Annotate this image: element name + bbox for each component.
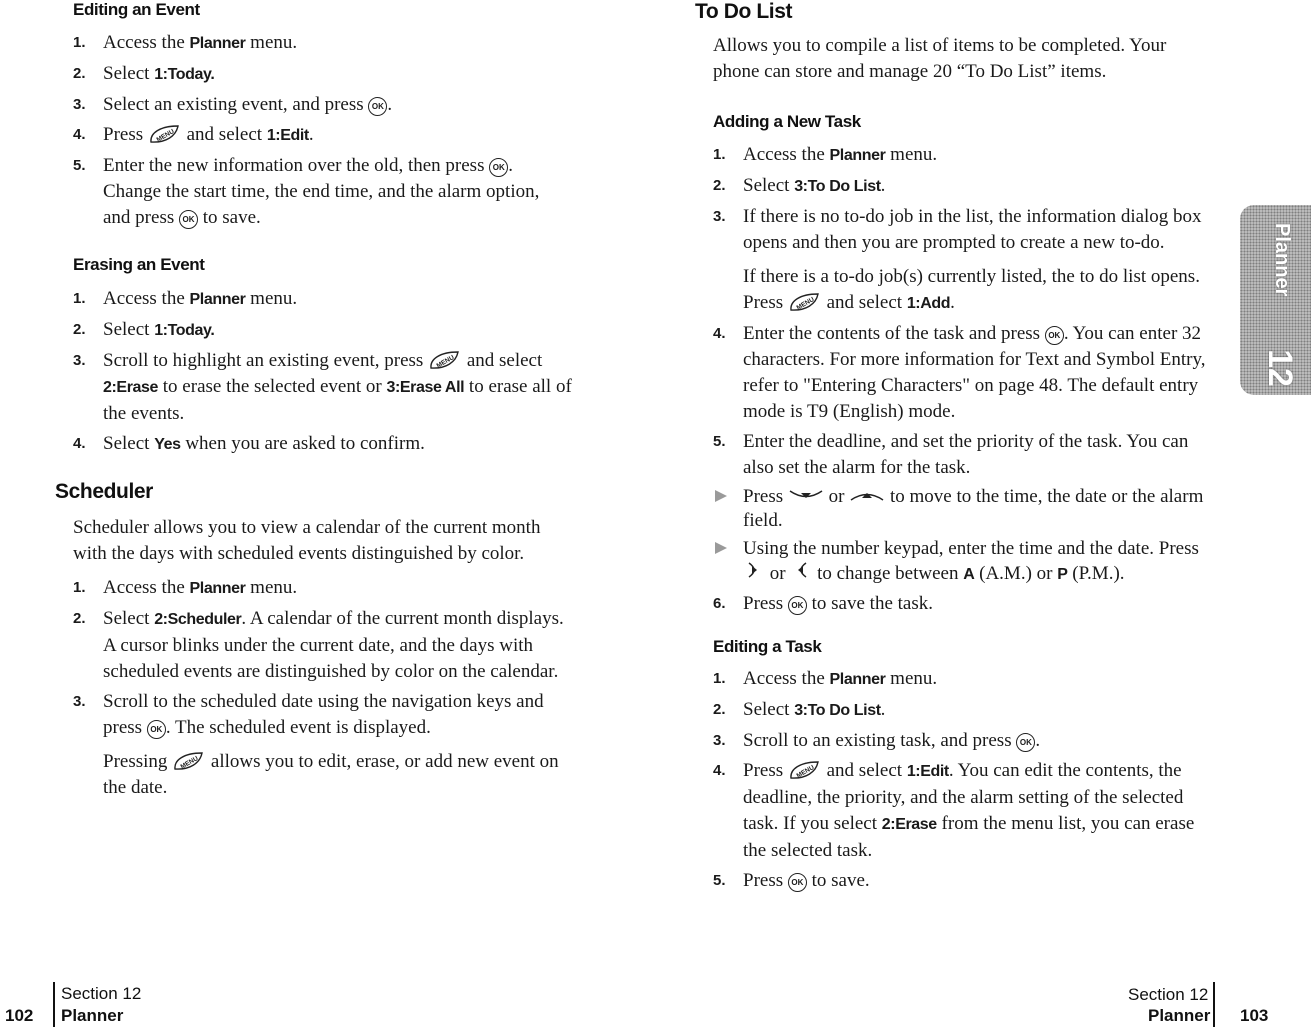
scheduler-intro: Scheduler allows you to view a calendar of the current month with the days with scheduled events distinguished by color. bbox=[73, 517, 541, 564]
list-item: 1. Access the Planner menu. bbox=[73, 32, 298, 53]
arrow-bullet-icon bbox=[715, 542, 727, 554]
right-footer-divider bbox=[1213, 982, 1215, 1027]
list-item: 3. Scroll to highlight an existing event, press and select 2:Erase to erase the selected event or 3:Erase All to erase all of the events. bbox=[73, 350, 572, 424]
left-footer-divider bbox=[53, 982, 55, 1027]
left-footer-section: Section 12 bbox=[61, 984, 142, 1003]
nav-up-key-icon bbox=[849, 488, 885, 502]
right-footer-section: Section 12 bbox=[1128, 985, 1209, 1004]
list-item: 5. Enter the new information over the old, then press OK . Change the start time, the end time, and the alarm option, and press OK to save. bbox=[73, 155, 540, 228]
list-item: 1. Access the Planner menu. bbox=[73, 288, 298, 309]
list-item: 2. Select 3:To Do List. bbox=[713, 699, 886, 720]
nav-down-key-icon bbox=[788, 488, 824, 502]
list-item: 1. Access the Planner menu. bbox=[713, 668, 938, 689]
ok-key-icon: OK bbox=[1045, 326, 1064, 345]
list-item: 5. Press OK to save. bbox=[713, 870, 870, 891]
ok-key-icon: OK bbox=[368, 97, 387, 116]
bullet-item: Press or to move to the time, the date or the alarm field. bbox=[695, 485, 1215, 533]
list-item: 2. Select 1:Today. bbox=[73, 319, 215, 340]
list-item: 3. Scroll to the scheduled date using the navigation keys and press OK . The scheduled event is displayed. bbox=[73, 691, 544, 738]
list-item: 3. Select an existing event, and press OK . bbox=[73, 94, 393, 115]
nav-left-key-icon bbox=[790, 561, 812, 579]
adding-task-note: If there is a to-do job(s) currently listed, the to do list opens. Press and select 1:Add. bbox=[743, 266, 1200, 313]
menu-key-icon bbox=[428, 350, 462, 372]
list-item: 3. Scroll to an existing task, and press OK . bbox=[713, 730, 1041, 751]
scheduler-heading: Scheduler bbox=[55, 480, 153, 503]
left-page-number: 102 bbox=[5, 1006, 34, 1025]
list-item: 1. Access the Planner menu. bbox=[713, 144, 938, 165]
list-item: 2. Select 2:Scheduler. A calendar of the current month displays. A cursor blinks under the current date, and the days with scheduled events are distinguished by color on the calendar. bbox=[73, 608, 564, 682]
right-page-number: 103 bbox=[1240, 1006, 1269, 1025]
editing-event-heading: Editing an Event bbox=[73, 0, 200, 19]
ok-key-icon: OK bbox=[788, 596, 807, 615]
ok-key-icon: OK bbox=[788, 873, 807, 892]
list-item: 6. Press OK to save the task. bbox=[713, 593, 933, 614]
list-item: 4. Press and select 1:Edit. bbox=[73, 124, 314, 145]
section-tab-number: 12 bbox=[1261, 349, 1299, 387]
list-item: 2. Select 1:Today. bbox=[73, 63, 215, 84]
section-tab-label: Planner bbox=[1271, 223, 1293, 297]
list-item: 4. Press and select 1:Edit. You can edit the contents, the deadline, the priority, and the alarm setting of the selected task. If you select 2:Erase from the menu list, you can erase the selected task. bbox=[713, 760, 1195, 861]
adding-task-heading: Adding a New Task bbox=[713, 112, 861, 131]
list-item: 4. Select Yes when you are asked to confirm. bbox=[73, 433, 425, 454]
list-item: 4. Enter the contents of the task and press OK . You can enter 32 characters. For more information for Text and Symbol Entry, refer to "Entering Characters" on page 48. The default entry mode is T9 (English) mode. bbox=[713, 323, 1206, 422]
editing-event-steps bbox=[55, 30, 580, 231]
menu-key-icon bbox=[788, 760, 822, 782]
list-item: 3. If there is no to-do job in the list, the information dialog box opens and then you are prompted to create a new to-do. bbox=[713, 206, 1202, 253]
editing-task-steps bbox=[695, 666, 1215, 894]
editing-task-heading: Editing a Task bbox=[713, 637, 822, 656]
scheduler-steps bbox=[55, 575, 580, 801]
erasing-event-heading: Erasing an Event bbox=[73, 255, 205, 274]
arrow-bullet-icon bbox=[715, 490, 727, 502]
todo-intro: Allows you to compile a list of items to be completed. Your phone can store and manage 20 “To Do List” items. bbox=[713, 35, 1167, 82]
left-footer-title: Planner bbox=[61, 1006, 124, 1025]
bullet-item: Using the number keypad, enter the time and the date. Press or to change between A (A.M.) or P (P.M.). bbox=[695, 537, 1215, 587]
scheduler-note: Pressing allows you to edit, erase, or add new event on the date. bbox=[103, 751, 559, 798]
menu-key-icon bbox=[172, 751, 206, 773]
list-item: 1. Access the Planner menu. bbox=[73, 577, 298, 598]
menu-key-icon bbox=[148, 124, 182, 146]
ok-key-icon: OK bbox=[489, 158, 508, 177]
ok-key-icon: OK bbox=[147, 720, 166, 739]
list-item: 2. Select 3:To Do List. bbox=[713, 175, 886, 196]
right-footer-title: Planner bbox=[1148, 1006, 1211, 1025]
nav-right-key-icon bbox=[743, 561, 765, 579]
menu-key-icon bbox=[788, 292, 822, 314]
ok-key-icon: OK bbox=[179, 210, 198, 229]
todo-heading: To Do List bbox=[695, 0, 793, 23]
list-item: 5. Enter the deadline, and set the priority of the task. You can also set the alarm for the task. bbox=[713, 431, 1189, 478]
adding-task-steps bbox=[695, 142, 1215, 617]
erasing-event-steps bbox=[55, 286, 580, 458]
ok-key-icon: OK bbox=[1016, 733, 1035, 752]
